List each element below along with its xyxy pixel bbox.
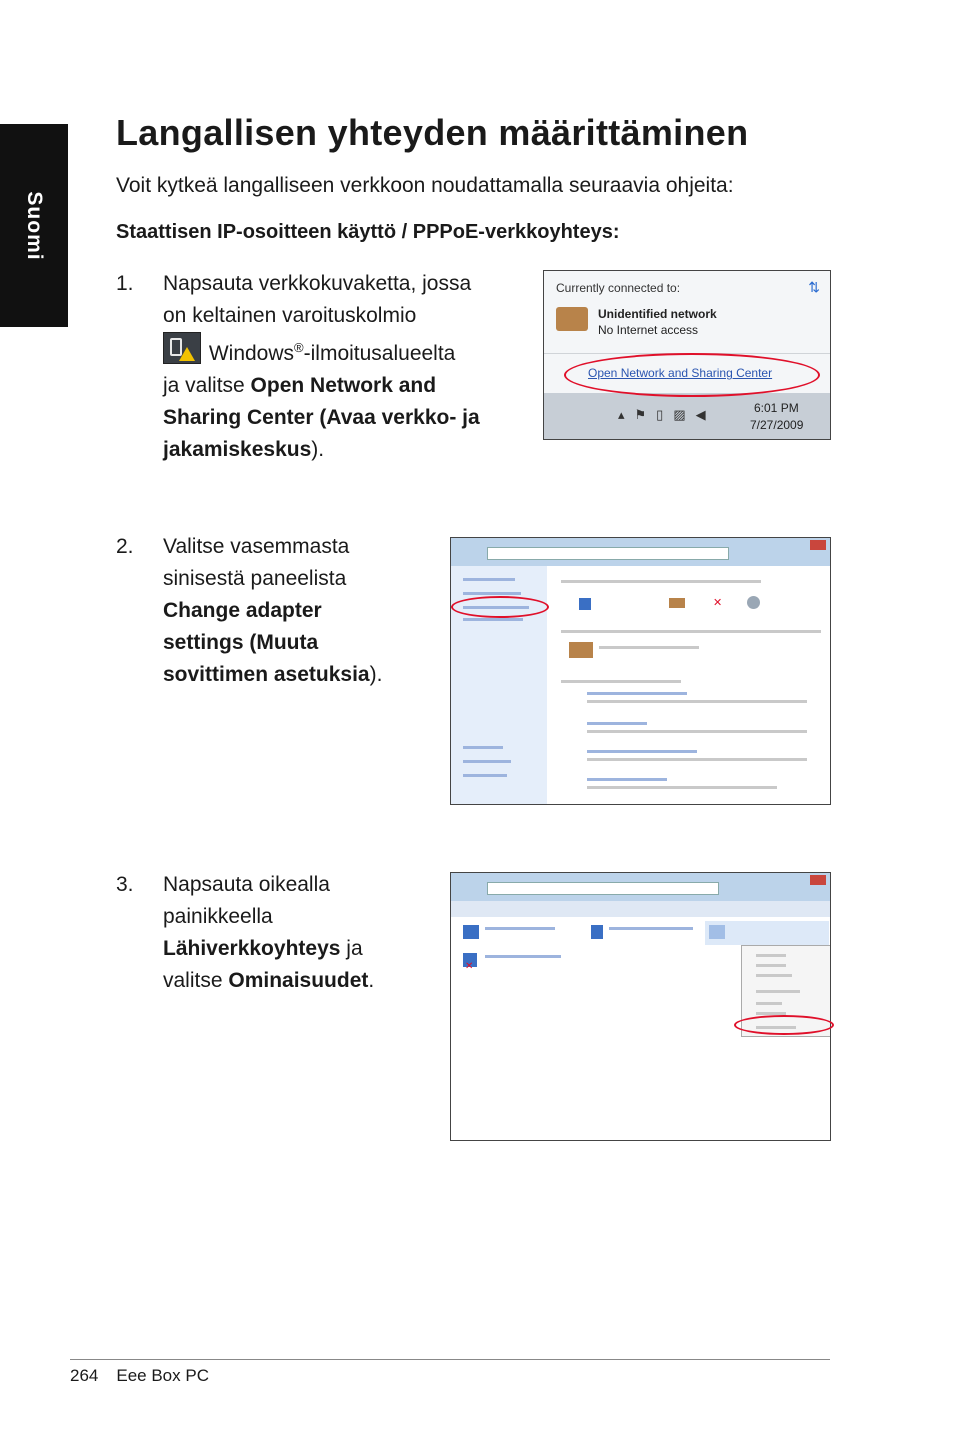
step-1-number: 1. bbox=[116, 272, 134, 295]
step-3-text: Napsauta oikealla painikkeella Lähiverkkoyhteys ja valitse Ominaisuudet. bbox=[163, 873, 375, 992]
side-tab-label: Suomi bbox=[23, 191, 46, 261]
close-icon bbox=[810, 540, 826, 550]
network-connections-screenshot: ✕ bbox=[450, 872, 831, 1141]
page-footer bbox=[70, 1366, 209, 1386]
open-network-sharing-link[interactable]: Open Network and Sharing Center bbox=[588, 366, 773, 380]
notification-popup-screenshot: Currently connected to: ⇅ Unidentified network No Internet access Open Network and Sharing Center ▴⚑▯▨◀ 6:01 PM 7/27/2009 bbox=[543, 270, 831, 440]
network-warning-icon bbox=[163, 332, 201, 364]
page-number: 264 bbox=[70, 1366, 99, 1385]
section-subheading: Staattisen IP-osoitteen käyttö / PPPoE-verkkoyhteys: bbox=[116, 221, 620, 243]
highlight-oval-1 bbox=[564, 353, 820, 397]
highlight-oval-2 bbox=[451, 596, 549, 618]
product-name: Eee Box PC bbox=[116, 1366, 209, 1385]
toolbar bbox=[451, 901, 830, 917]
intro-text: Voit kytkeä langalliseen verkkoon noudattamalla seuraavia ohjeita: bbox=[116, 174, 734, 197]
step-2-number: 2. bbox=[116, 535, 134, 558]
tray-icons: ▴⚑▯▨◀ bbox=[618, 407, 716, 422]
step-3-number: 3. bbox=[116, 873, 134, 896]
highlight-oval-3 bbox=[734, 1015, 834, 1035]
window-titlebar bbox=[451, 538, 830, 566]
step-2-text: Valitse vasemmasta sinisestä paneelista Change adapter settings (Muuta sovittimen asetuksia). bbox=[163, 535, 383, 686]
window-titlebar-2 bbox=[451, 873, 830, 901]
sharing-center-screenshot: ✕ bbox=[450, 537, 831, 805]
taskbar: ▴⚑▯▨◀ 6:01 PM 7/27/2009 bbox=[544, 393, 830, 439]
bench-network-icon bbox=[556, 307, 588, 331]
step-1-text: Napsauta verkkokuvaketta, jossa on keltainen varoituskolmio ! Windows®-ilmoitusalueelta ja valitse Open Network and Sharing Center (Avaa verkko- ja jakamiskeskus). bbox=[163, 268, 480, 466]
language-side-tab bbox=[0, 124, 68, 327]
close-icon-2 bbox=[810, 875, 826, 885]
footer-rule bbox=[70, 1359, 830, 1360]
refresh-icon: ⇅ bbox=[808, 279, 820, 295]
page-title: Langallisen yhteyden määrittäminen bbox=[116, 112, 749, 153]
